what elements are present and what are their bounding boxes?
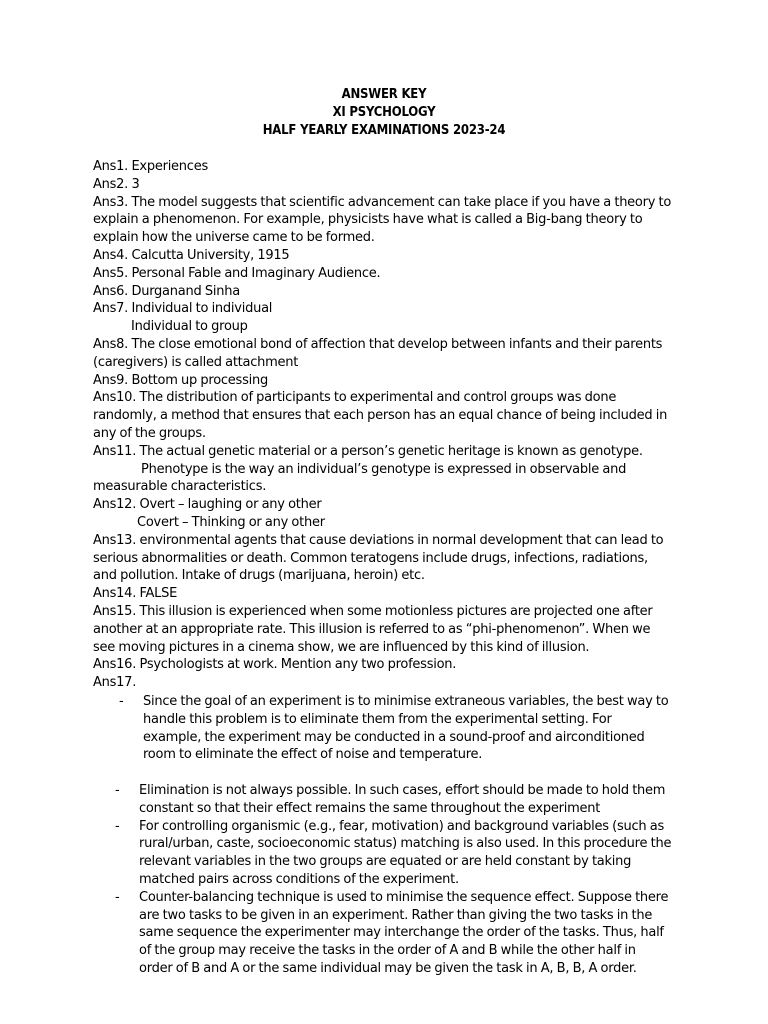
bullet-line: handle this problem is to eliminate them from the experimental setting. For xyxy=(143,711,612,727)
bullet-line: room to eliminate the effect of noise and temperature. xyxy=(143,747,483,763)
bullet-line: example, the experiment may be conducted in a sound-proof and airconditioned xyxy=(143,729,645,745)
ans17-bullet-list xyxy=(93,693,683,978)
answer-line: Ans7. Individual to individual xyxy=(93,301,273,317)
answer-line: Ans12. Overt – laughing or any other xyxy=(93,497,322,513)
bullet-line: same sequence the experimenter may interchange the order of the tasks. Thus, half xyxy=(139,925,664,941)
answer-line: Ans5. Personal Fable and Imaginary Audience. xyxy=(93,265,381,281)
answer-line: measurable characteristics. xyxy=(93,479,267,495)
bullet-line: constant so that their effect remains the same throughout the experiment xyxy=(139,800,601,816)
answer-line: Ans11. The actual genetic material or a person’s genetic heritage is known as genotype. xyxy=(93,443,643,459)
bullet-dash: - xyxy=(115,782,120,798)
header-subject: XI PSYCHOLOGY xyxy=(332,105,436,120)
answer-line: Ans9. Bottom up processing xyxy=(93,372,268,388)
answer-line: Ans10. The distribution of participants to experimental and control groups was done xyxy=(93,390,617,406)
bullet-dash: - xyxy=(119,694,124,709)
bullet-line: rural/urban, caste, socioeconomic status) matching is also used. In this procedure the xyxy=(139,836,672,852)
answer-line: any of the groups. xyxy=(93,425,206,441)
bullet-line: of the group may receive the tasks in the order of A and B while the other half in xyxy=(139,943,636,959)
answer-line: randomly, a method that ensures that each person has an equal chance of being included in xyxy=(93,408,668,424)
bullet-dash: - xyxy=(115,818,120,834)
answer-line: Ans14. FALSE xyxy=(93,586,178,602)
list-item xyxy=(93,889,683,978)
list-item xyxy=(93,818,683,889)
list-item xyxy=(93,693,683,764)
header-exam: HALF YEARLY EXAMINATIONS 2023-24 xyxy=(262,123,506,138)
answer-line: Individual to group xyxy=(131,319,248,335)
bullet-line: Since the goal of an experiment is to minimise extraneous variables, the best way to xyxy=(143,694,669,709)
answer-line: Covert – Thinking or any other xyxy=(137,514,325,530)
list-item xyxy=(93,782,683,818)
answer-line: Ans13. environmental agents that cause deviations in normal development that can lead to xyxy=(93,532,664,548)
answer-line: Ans1. Experiences xyxy=(93,159,208,174)
bullet-line: For controlling organismic (e.g., fear, motivation) and background variables (such as xyxy=(139,818,664,834)
answer-line: explain a phenomenon. For example, physicists have what is called a Big-bang theory to xyxy=(93,212,643,228)
bullet-line: order of B and A or the same individual may be given the task in A, B, B, A order. xyxy=(139,960,637,976)
bullet-line: Elimination is not always possible. In such cases, effort should be made to hold them xyxy=(139,782,666,798)
answer-line: Ans8. The close emotional bond of affection that develop between infants and their parents xyxy=(93,336,663,352)
answer-line: Ans4. Calcutta University, 1915 xyxy=(93,247,290,263)
document-header xyxy=(0,86,768,140)
bullet-dash: - xyxy=(115,889,120,905)
answer-line: Ans2. 3 xyxy=(93,176,140,192)
answer-line: Ans6. Durganand Sinha xyxy=(93,283,240,299)
answer-line: Ans3. The model suggests that scientific advancement can take place if you have a theory to xyxy=(93,194,672,210)
answer-line: and pollution. Intake of drugs (marijuana, heroin) etc. xyxy=(93,568,425,584)
answer-line: Ans17. xyxy=(93,675,137,691)
bullet-line: Counter-balancing technique is used to minimise the sequence effect. Suppose there xyxy=(139,889,669,905)
answer-line: another at an appropriate rate. This illusion is referred to as “phi-phenomenon”. When we xyxy=(93,621,651,637)
bullet-line: relevant variables in the two groups are equated or are held constant by taking xyxy=(139,854,632,870)
answer-line: Phenotype is the way an individual’s genotype is expressed in observable and xyxy=(141,461,627,477)
answer-line: serious abnormalities or death. Common teratogens include drugs, infections, radiations, xyxy=(93,550,648,566)
answers-section xyxy=(93,158,683,692)
answer-line: see moving pictures in a cinema show, we are influenced by this kind of illusion. xyxy=(93,639,590,655)
answer-line: Ans15. This illusion is experienced when some motionless pictures are projected one after xyxy=(93,603,653,619)
answer-line: (caregivers) is called attachment xyxy=(93,354,299,370)
header-title: ANSWER KEY xyxy=(341,87,427,102)
bullet-line: matched pairs across conditions of the experiment. xyxy=(139,871,459,887)
bullet-line: are two tasks to be given in an experiment. Rather than giving the two tasks in the xyxy=(139,907,653,923)
answer-line: explain how the universe came to be formed. xyxy=(93,230,375,246)
answer-line: Ans16. Psychologists at work. Mention any two profession. xyxy=(93,657,457,673)
